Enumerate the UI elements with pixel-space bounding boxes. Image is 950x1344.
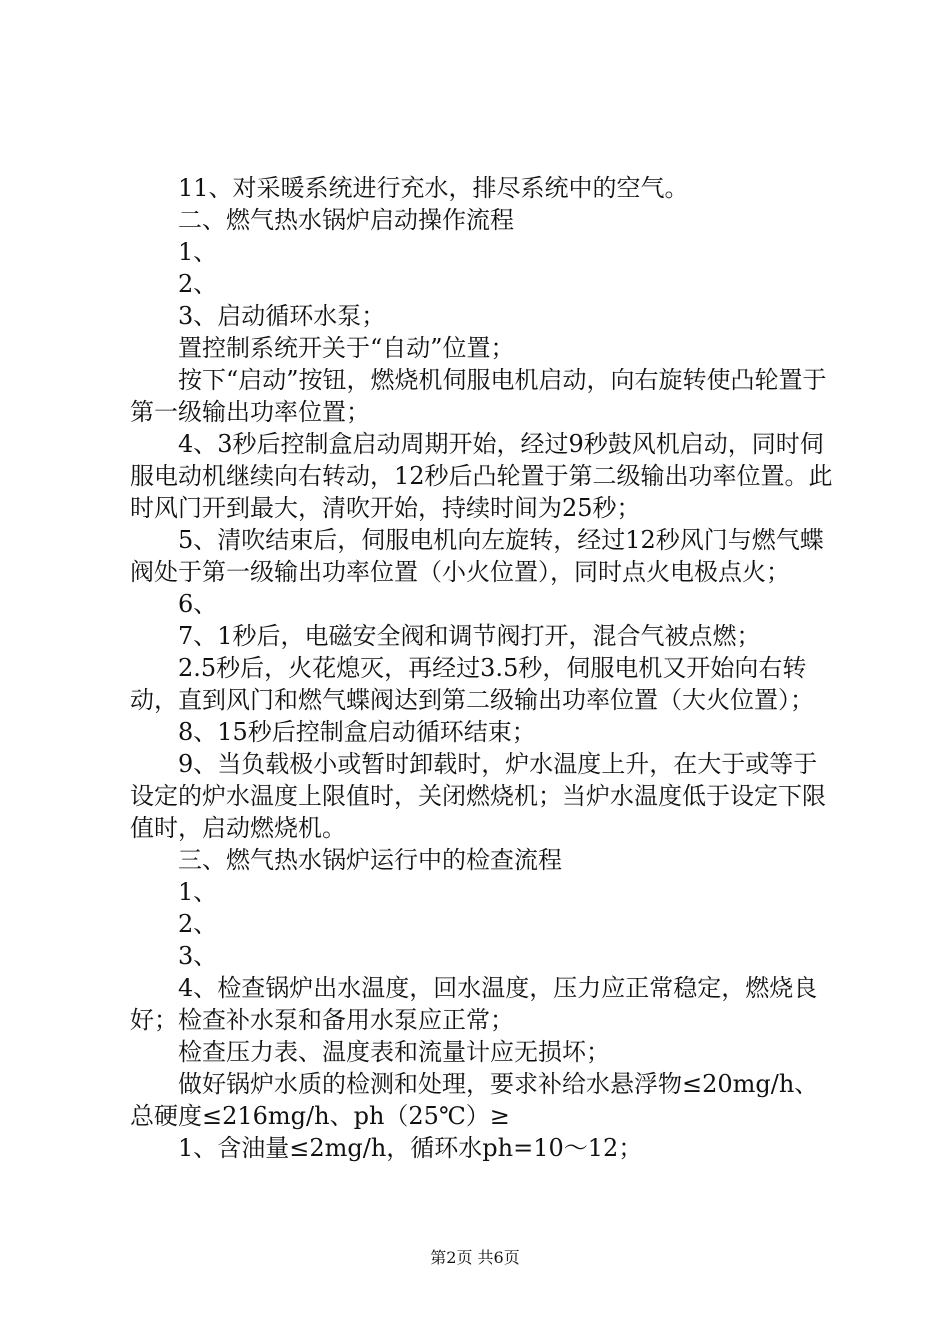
document-body bbox=[130, 172, 840, 1164]
paragraph: 1、 bbox=[178, 238, 218, 266]
section-heading: 二、燃气热水锅炉启动操作流程 bbox=[178, 206, 514, 234]
paragraph: 5、清吹结束后，伺服电机向左旋转，经过12秒风门与燃气蝶阀处于第一级输出功率位置（小火位置），同时点火电极点火； bbox=[130, 526, 824, 586]
paragraph: 11、对采暖系统进行充水，排尽系统中的空气。 bbox=[178, 174, 689, 202]
paragraph: 做好锅炉水质的检测和处理，要求补给水悬浮物≤20mg/h、总硬度≤216mg/h、ph（25℃）≥ bbox=[130, 1070, 819, 1130]
paragraph: 9、当负载极小或暂时卸载时，炉水温度上升，在大于或等于设定的炉水温度上限值时，关闭燃烧机；当炉水温度低于设定下限值时，启动燃烧机。 bbox=[130, 750, 826, 842]
paragraph: 4、3秒后控制盒启动周期开始，经过9秒鼓风机启动，同时伺服电动机继续向右转动，12秒后凸轮置于第二级输出功率位置。此时风门开到最大，清吹开始，持续时间为25秒； bbox=[130, 430, 833, 522]
paragraph: 6、 bbox=[178, 590, 218, 618]
paragraph: 3、 bbox=[178, 942, 218, 970]
paragraph: 置控制系统开关于“自动”位置； bbox=[178, 334, 515, 362]
paragraph: 1、含油量≤2mg/h，循环水ph=10～12； bbox=[178, 1134, 643, 1162]
paragraph: 4、检查锅炉出水温度，回水温度，压力应正常稳定，燃烧良好；检查补水泵和备用水泵应正常； bbox=[130, 974, 818, 1034]
paragraph: 2.5秒后，火花熄灭，再经过3.5秒，伺服电机又开始向右转动，直到风门和燃气蝶阀达到第二级输出功率位置（大火位置）； bbox=[130, 654, 814, 714]
paragraph: 2、 bbox=[178, 910, 218, 938]
paragraph: 检查压力表、温度表和流量计应无损坏； bbox=[178, 1038, 610, 1066]
paragraph: 8、15秒后控制盒启动循环结束； bbox=[178, 718, 536, 746]
section-heading: 三、燃气热水锅炉运行中的检查流程 bbox=[178, 846, 562, 874]
paragraph: 1、 bbox=[178, 878, 218, 906]
paragraph: 7、1秒后，电磁安全阀和调节阀打开，混合气被点燃； bbox=[178, 622, 761, 650]
paragraph: 2、 bbox=[178, 270, 218, 298]
page-footer bbox=[0, 1245, 950, 1268]
page-number: 第2页 共6页 bbox=[430, 1248, 520, 1267]
paragraph: 按下“启动”按钮，燃烧机伺服电机启动，向右旋转使凸轮置于第一级输出功率位置； bbox=[130, 366, 827, 426]
paragraph: 3、启动循环水泵； bbox=[178, 302, 386, 330]
